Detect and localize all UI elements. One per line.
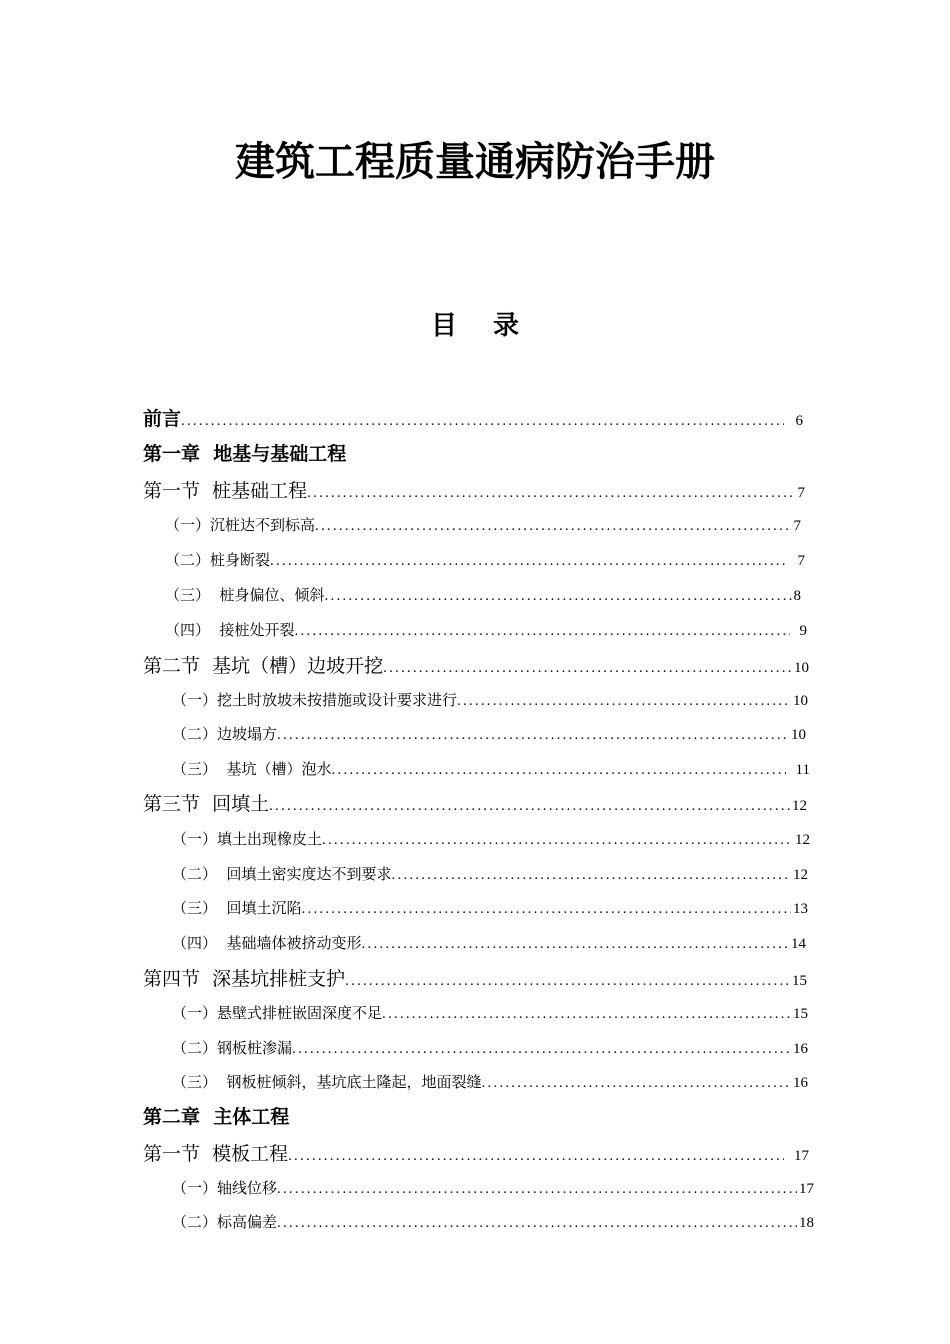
toc-page-number: 7: [793, 518, 801, 534]
toc-chapter-1[interactable]: [143, 439, 803, 466]
toc-item-entry[interactable]: [165, 619, 807, 640]
dot-leader: [302, 901, 791, 918]
toc-item-entry[interactable]: [172, 689, 808, 710]
toc-entry-label: （二）钢板桩渗漏: [172, 1039, 293, 1057]
toc-page-number: 11: [795, 762, 810, 778]
toc-entry-label: 第一节 模板工程: [143, 1143, 289, 1165]
toc-entry-label: 第一节 桩基础工程: [143, 480, 308, 502]
toc-item-entry[interactable]: [172, 932, 806, 953]
dot-leader: [315, 518, 791, 535]
dot-leader: [270, 553, 787, 570]
toc-page-number: 12: [795, 832, 810, 848]
toc-page-number: 17: [794, 1148, 809, 1164]
toc-section-entry[interactable]: [143, 1139, 809, 1166]
toc-page-number: 16: [793, 1075, 808, 1091]
dot-leader: [362, 936, 789, 953]
toc-section-entry[interactable]: [143, 651, 809, 678]
toc-entry-label: （三） 钢板桩倾斜，基坑底土隆起，地面裂缝: [172, 1073, 482, 1091]
toc-section-entry[interactable]: [143, 476, 805, 503]
dot-leader: [345, 973, 792, 990]
toc-page-number: 12: [792, 798, 807, 814]
toc-entry-label: （二）边坡塌方: [172, 725, 278, 743]
toc-entry-label: 前言: [143, 408, 182, 430]
toc-entry-label: （三） 桩身偏位、倾斜: [165, 586, 325, 604]
dot-leader: [332, 762, 786, 779]
toc-entry-label: （二）标高偏差: [172, 1213, 278, 1231]
toc-item-entry[interactable]: [172, 1002, 808, 1023]
toc-entry-label: （四） 接桩处开裂: [165, 621, 295, 639]
toc-entry-label: 第二章 主体工程: [143, 1106, 290, 1128]
toc-chapter-2[interactable]: [143, 1102, 803, 1129]
toc-item-entry[interactable]: [172, 1177, 814, 1198]
toc-item-entry[interactable]: [172, 828, 810, 849]
toc-item-entry[interactable]: [165, 514, 801, 535]
document-title: 建筑工程质量通病防治手册: [235, 139, 715, 185]
toc-item-entry[interactable]: [172, 1071, 808, 1092]
toc-section-entry[interactable]: [143, 964, 807, 991]
toc-page-number: 17: [799, 1181, 814, 1197]
toc-entry-label: （一）挖土时放坡未按措施或设计要求进行: [172, 691, 458, 709]
toc-entry-label: （一）填土出现橡皮土: [172, 830, 323, 848]
toc-entry-label: （二）桩身断裂: [165, 551, 271, 569]
toc-heading-left: 目: [430, 311, 457, 341]
toc-page-number: 14: [791, 936, 806, 952]
dot-leader: [383, 660, 794, 677]
toc-entry-label: （一）悬壁式排桩嵌固深度不足: [172, 1004, 383, 1022]
toc-page-number: 10: [793, 693, 808, 709]
dot-leader: [382, 1006, 791, 1023]
dot-leader: [292, 1041, 791, 1058]
dot-leader: [457, 693, 791, 710]
toc-entry-label: （四） 基础墙体被挤动变形: [172, 934, 362, 952]
toc-page-number: 6: [795, 413, 803, 429]
toc-section-entry[interactable]: [143, 789, 807, 816]
toc-page-number: 8: [793, 588, 801, 604]
toc-entry-preface[interactable]: [143, 404, 803, 431]
toc-item-entry[interactable]: [172, 897, 808, 918]
toc-page-number: 7: [797, 553, 805, 569]
dot-leader: [269, 798, 792, 815]
toc-page-number: 15: [792, 973, 807, 989]
toc-page-number: 18: [799, 1215, 814, 1231]
dot-leader: [181, 413, 783, 430]
toc-heading-right: 录: [493, 311, 520, 341]
toc-entry-label: 第一章 地基与基础工程: [143, 443, 347, 465]
dot-leader: [277, 1181, 797, 1198]
toc-page-number: 16: [793, 1041, 808, 1057]
toc-item-entry[interactable]: [165, 549, 805, 570]
dot-leader: [322, 832, 793, 849]
toc-entry-label: 第三节 回填土: [143, 793, 270, 815]
toc-item-entry[interactable]: [172, 863, 808, 884]
toc-entry-label: 第四节 深基坑排桩支护: [143, 968, 346, 990]
toc-page-number: 9: [799, 623, 807, 639]
dot-leader: [277, 727, 789, 744]
toc-entry-label: （二） 回填土密实度达不到要求: [172, 865, 392, 883]
toc-entry-label: （三） 回填土沉陷: [172, 899, 302, 917]
toc-heading: [0, 308, 950, 344]
toc-page-number: 12: [793, 867, 808, 883]
dot-leader: [277, 1215, 797, 1232]
toc-item-entry[interactable]: [172, 1037, 808, 1058]
dot-leader: [325, 588, 792, 605]
toc-entry-label: 第二节 基坑（槽）边坡开挖: [143, 655, 384, 677]
toc-item-entry[interactable]: [172, 758, 810, 779]
dot-leader: [295, 623, 790, 640]
toc-page-number: 15: [793, 1006, 808, 1022]
dot-leader: [392, 867, 791, 884]
dot-leader: [288, 1148, 784, 1165]
toc-page-number: 10: [794, 660, 809, 676]
dot-leader: [482, 1075, 791, 1092]
toc-item-entry[interactable]: [172, 1211, 814, 1232]
toc-item-entry[interactable]: [172, 723, 806, 744]
toc-entry-label: （一）轴线位移: [172, 1179, 278, 1197]
toc-page-number: 7: [797, 485, 805, 501]
toc-entry-label: （一）沉桩达不到标高: [165, 516, 316, 534]
toc-item-entry[interactable]: [165, 584, 801, 605]
toc-entry-label: （三） 基坑（槽）泡水: [172, 760, 332, 778]
dot-leader: [307, 485, 791, 502]
toc-page-number: 10: [791, 727, 806, 743]
toc-page-number: 13: [793, 901, 808, 917]
